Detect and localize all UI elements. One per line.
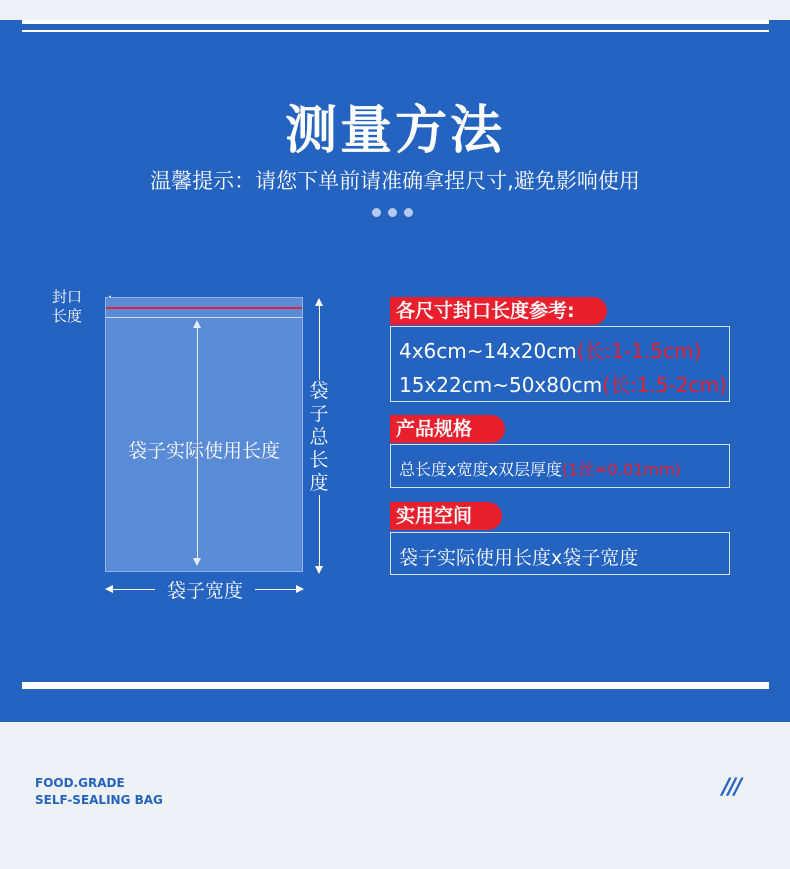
size-ref-size: 15x22cm~50x80cm xyxy=(399,373,603,397)
slashes-mark: /// xyxy=(722,775,741,800)
usable-box xyxy=(390,532,730,575)
dot-icon xyxy=(404,208,413,217)
footer-line2: SELF-SEALING BAG xyxy=(35,793,163,807)
size-ref-row xyxy=(399,369,727,398)
spec-tag: 产品规格 xyxy=(390,415,505,443)
size-ref-tag: 各尺寸封口长度参考: xyxy=(390,297,607,325)
size-ref-row xyxy=(399,335,701,364)
size-ref-note: (长:1.5-2cm) xyxy=(602,373,727,397)
size-ref-note: (长:1-1.5cm) xyxy=(576,339,702,363)
arrow-up-icon xyxy=(193,320,201,328)
seal-length-label xyxy=(52,288,92,326)
spec-note: (1丝=0.01mm) xyxy=(561,460,681,479)
dots-decoration xyxy=(372,208,420,218)
page-title: 测量方法 xyxy=(284,101,505,161)
bag-seal-stripe xyxy=(106,307,302,309)
footer-brand xyxy=(35,775,163,809)
arrow-right-icon xyxy=(296,585,304,593)
page-subtitle: 温馨提示：请您下单前请准确拿捏尺寸,避免影响使用 xyxy=(150,169,640,193)
spec-box xyxy=(390,444,730,488)
top-divider xyxy=(22,20,769,24)
usable-length-label: 袋子实际使用长度 xyxy=(127,440,280,462)
arrow-up-icon xyxy=(315,298,323,306)
total-length-label xyxy=(305,380,333,495)
size-ref-size: 4x6cm~14x20cm xyxy=(399,339,577,363)
total-length-text: 袋 子 总 长 度 xyxy=(309,380,329,494)
usable-text: 袋子实际使用长度x袋子宽度 xyxy=(399,547,639,569)
spec-formula: 总长度x宽度x双层厚度 xyxy=(399,460,562,479)
arrow-down-icon xyxy=(193,558,201,566)
seal-label-line1: 封口 xyxy=(52,288,83,306)
usable-tag: 实用空间 xyxy=(390,502,502,530)
width-label: 袋子宽度 xyxy=(155,576,255,603)
bag-illustration xyxy=(105,297,303,572)
size-ref-box xyxy=(390,326,730,402)
dot-icon xyxy=(388,208,397,217)
spec-text xyxy=(399,457,681,480)
arrow-left-icon xyxy=(105,585,113,593)
seal-label-line2: 长度 xyxy=(52,307,83,325)
bag-seal-line xyxy=(106,317,302,318)
dot-icon xyxy=(372,208,381,217)
arrow-down-icon xyxy=(315,566,323,574)
bottom-divider xyxy=(22,682,769,689)
footer-line1: FOOD.GRADE xyxy=(35,776,125,790)
top-divider-thin xyxy=(22,30,769,32)
